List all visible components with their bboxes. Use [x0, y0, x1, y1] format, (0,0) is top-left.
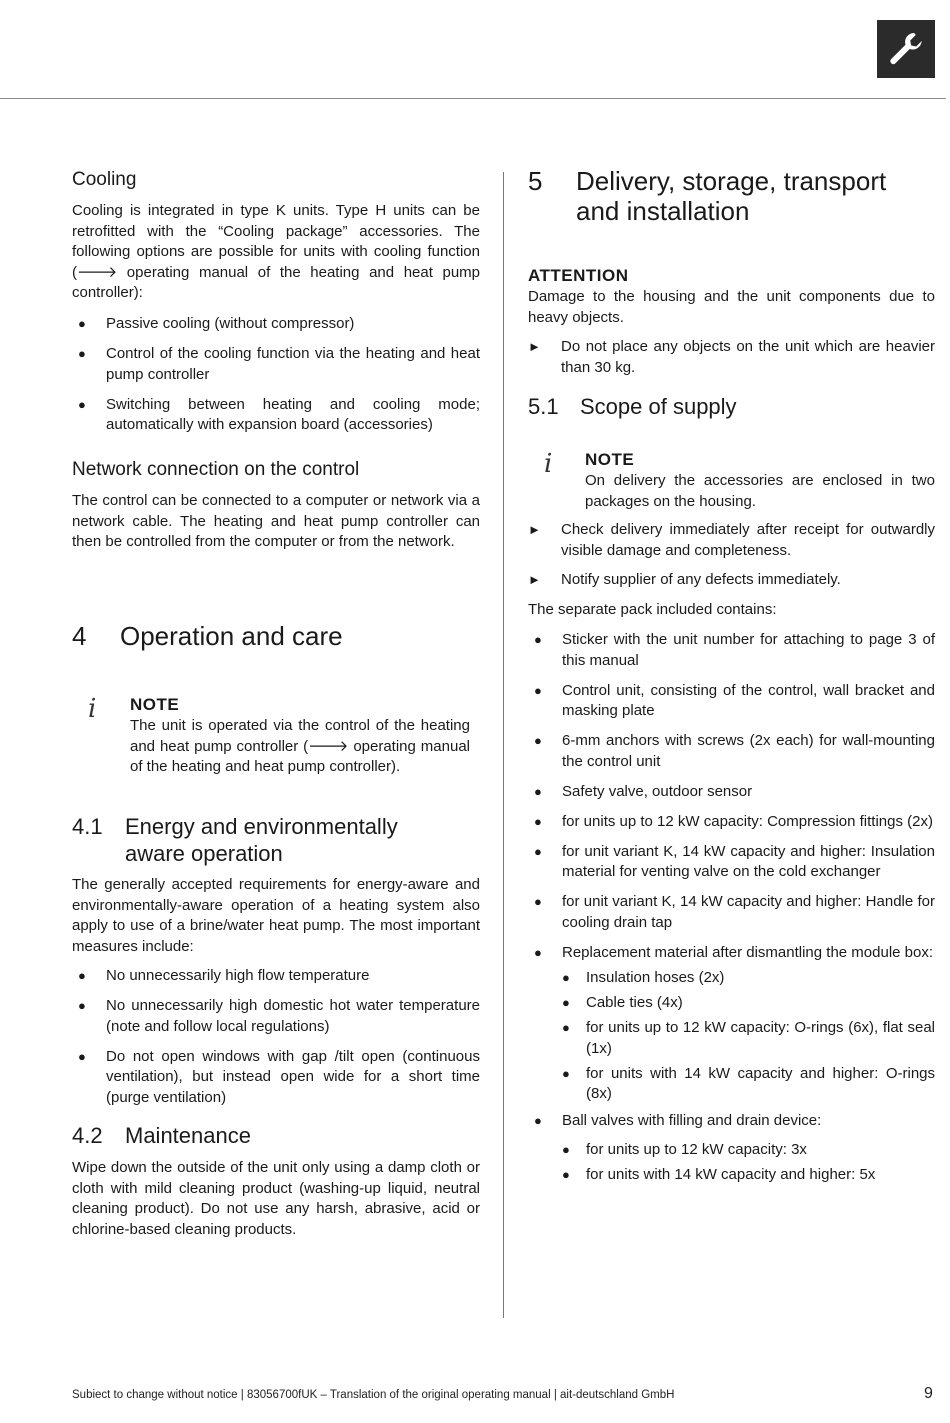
bullet-icon: ● — [78, 998, 86, 1013]
column-divider — [503, 172, 504, 1318]
energy-measures-list — [72, 966, 480, 1108]
list-item: ● No unnecessarily high domestic hot water temperature (note and follow local regulations) — [78, 997, 480, 1035]
bullet-icon: ● — [562, 1020, 570, 1035]
section-4-2-text: Wipe down the outside of the unit only using a damp cloth or cloth with mild cleaning product (washing-up liquid, neutral cleaning product). Do not use any harsh, abrasive, acid or chlorine-based cleaning products. — [72, 1159, 480, 1238]
bullet-icon: ● — [562, 1065, 570, 1081]
bullet-icon: ● — [78, 316, 86, 331]
bullet-icon: ● — [78, 346, 86, 361]
cooling-options-list — [72, 314, 480, 436]
bullet-icon: ● — [534, 682, 542, 698]
wrench-icon — [877, 20, 935, 78]
note-title: NOTE — [585, 450, 635, 469]
info-icon: i — [544, 449, 553, 479]
list-item: ● Control unit, consisting of the control, wall bracket and masking plate — [534, 681, 935, 719]
pack-contents-list — [528, 630, 935, 1186]
bullet-icon: ● — [562, 995, 570, 1010]
header-rule — [0, 98, 946, 99]
section-4-1-text: The generally accepted requirements for energy-aware and environmentally-aware operation of a heating system also apply to use of a brine/water heat pump. The most important measures include: — [72, 876, 480, 955]
bullet-icon: ● — [534, 813, 542, 829]
list-item: ● for units with 14 kW capacity and higher: 5x — [562, 1165, 935, 1186]
attention-box — [528, 265, 935, 328]
list-item: ● Do not open windows with gap /tilt open (continuous ventilation), but instead open wide for a short time (purge ventilation) — [78, 1047, 480, 1106]
list-item: ● No unnecessarily high flow temperature — [72, 966, 480, 987]
bullet-icon: ● — [534, 632, 542, 647]
note-text: The unit is operated via the control of the heating and heat pump controller (🡒 operating manual of the heating and heat pump controller). — [130, 717, 470, 775]
list-item: ● Control of the cooling function via the heating and heat pump controller — [78, 345, 480, 383]
attention-text: Damage to the housing and the unit components due to heavy objects. — [528, 288, 935, 326]
list-item: ● Passive cooling (without compressor) — [72, 314, 480, 335]
bullet-icon: ● — [78, 396, 86, 412]
note-title: NOTE — [130, 695, 180, 714]
list-item: ● Switching between heating and cooling mode; automatically with expansion board (accessories) — [78, 395, 480, 433]
list-item: ● for unit variant K, 14 kW capacity and higher: Insulation material for venting valve on the cold exchanger — [534, 842, 935, 880]
list-item: ● Sticker with the unit number for attaching to page 3 of this manual — [534, 631, 935, 669]
bullet-icon: ● — [534, 783, 542, 799]
list-item: ● for units up to 12 kW capacity: O-rings (6x), flat seal (1x) — [562, 1019, 935, 1057]
replacement-sublist — [562, 968, 935, 1105]
bullet-icon: ● — [562, 1142, 570, 1157]
attention-title: ATTENTION — [528, 266, 629, 285]
list-item: ● for units with 14 kW capacity and higher: O-rings (8x) — [562, 1064, 935, 1102]
bullet-icon: ● — [534, 843, 542, 859]
attention-action: ► Do not place any objects on the unit which are heavier than 30 kg. — [528, 338, 935, 376]
bullet-icon: ● — [534, 894, 542, 909]
action-item: ► Check delivery immediately after receipt for outwardly visible damage and completeness. — [528, 521, 935, 559]
arrow-icon: ► — [528, 339, 541, 354]
bullet-icon: ● — [534, 944, 542, 960]
section-4-1-heading: 4.1 Energy and environmentally aware operation — [72, 814, 398, 866]
ball-valves-sublist — [562, 1140, 935, 1186]
bullet-icon: ● — [534, 733, 542, 748]
network-text: The control can be connected to a computer or network via a network cable. The heating and heat pump controller can then be controlled from the computer or from the network. — [72, 492, 480, 550]
list-item: ● Ball valves with filling and drain device: ● for units up to 12 kW capacity: 3x ● for units with 14 kW capacity and higher: 5x — [528, 1111, 935, 1186]
info-icon: i — [88, 694, 97, 724]
list-item: ● 6-mm anchors with screws (2x each) for wall-mounting the control unit — [534, 732, 935, 770]
list-item: ● Safety valve, outdoor sensor — [528, 782, 935, 803]
pack-intro: The separate pack included contains: — [528, 601, 777, 618]
list-item: ● Replacement material after dismantling the module box: ● Insulation hoses (2x) ● Cable ties (4x) ● for units up to 12 kW capacity: O-rings (6x), flat seal (1x) ● for units with 14 kW capacity and higher: O-rings (8x) — [528, 943, 935, 1105]
list-item: ● for units up to 12 kW capacity: 3x — [562, 1140, 935, 1161]
bullet-icon: ● — [78, 968, 86, 983]
note-text: On delivery the accessories are enclosed in two packages on the housing. — [585, 472, 935, 510]
action-item: ► Notify supplier of any defects immediately. — [528, 570, 935, 591]
list-item: ● for unit variant K, 14 kW capacity and higher: Handle for cooling drain tap — [534, 893, 935, 931]
network-heading: Network connection on the control — [72, 459, 360, 480]
note-delivery — [585, 449, 935, 512]
bullet-icon: ● — [562, 970, 570, 985]
footer-text: Subiect to change without notice | 83056700fUK – Translation of the original operating manual | ait-deutschland GmbH — [72, 1389, 675, 1401]
page-number: 9 — [924, 1385, 933, 1402]
bullet-icon: ● — [562, 1167, 570, 1182]
bullet-icon: ● — [78, 1048, 86, 1064]
section-5-heading: 5 Delivery, storage, transport and installation — [528, 166, 887, 226]
arrow-icon: ► — [528, 522, 541, 537]
list-item: ● for units up to 12 kW capacity: Compression fittings (2x) — [528, 812, 935, 833]
list-item: ● Insulation hoses (2x) — [562, 968, 935, 989]
cooling-heading: Cooling — [72, 169, 137, 190]
arrow-icon: ► — [528, 572, 541, 587]
cooling-intro: Cooling is integrated in type K units. Type H units can be retrofitted with the “Cooling package” accessories. The following options are possible for units with cooling function (🡒 operating manual of the heating and heat pump controller): — [72, 202, 480, 301]
note-operation — [130, 694, 470, 778]
bullet-icon: ● — [534, 1112, 542, 1128]
list-item: ● Cable ties (4x) — [562, 993, 935, 1014]
